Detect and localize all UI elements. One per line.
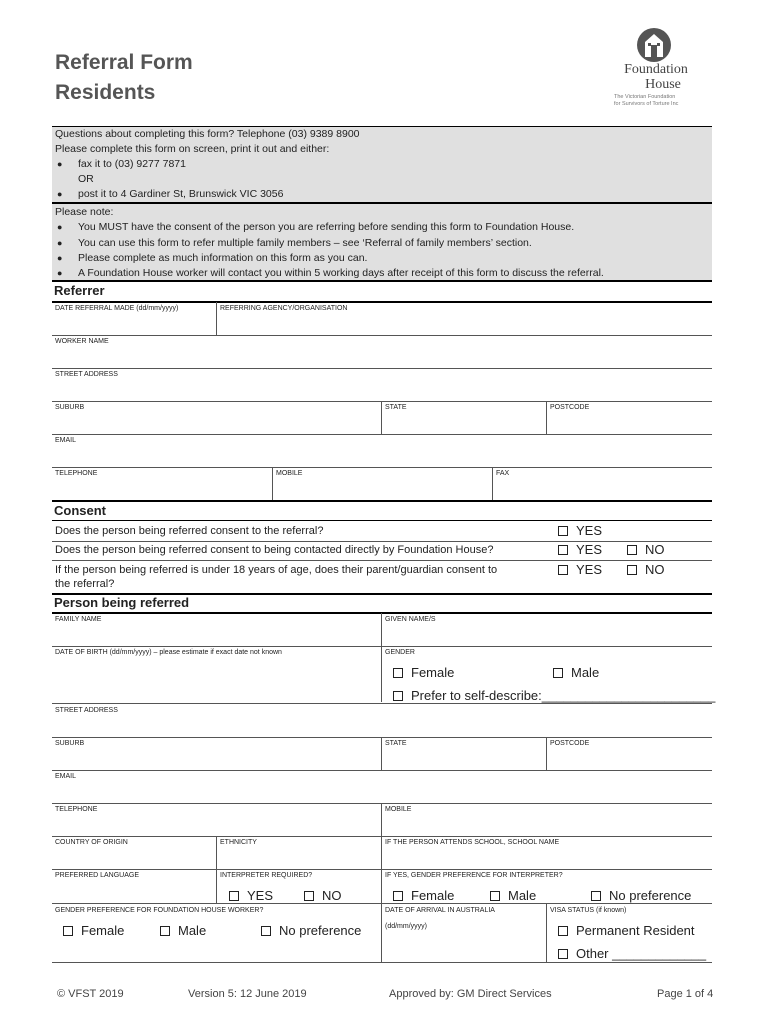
fax-label: FAX <box>496 470 510 477</box>
interpreter-no-option[interactable]: NO <box>304 888 342 904</box>
street-address-field[interactable] <box>55 379 710 399</box>
consent-question-3: If the person being referred is under 18 years of age, does their parent/guardian consent to <box>55 564 498 576</box>
interp-male-option[interactable]: Male <box>490 888 536 904</box>
checkbox-icon <box>229 891 239 901</box>
checkbox-icon <box>304 891 314 901</box>
person-email-label: EMAIL <box>55 773 77 780</box>
mobile-label: MOBILE <box>276 470 303 477</box>
email-field[interactable] <box>55 445 710 465</box>
dob-field[interactable] <box>55 660 377 698</box>
agency-label: REFERRING AGENCY/ORGANISATION <box>220 305 348 312</box>
checkbox-icon <box>490 891 500 901</box>
state-label: STATE <box>385 404 407 411</box>
date-referral-label: DATE REFERRAL MADE (dd/mm/yyyy) <box>55 305 179 312</box>
checkbox-icon <box>160 926 170 936</box>
street-address-label: STREET ADDRESS <box>55 371 118 378</box>
worker-female-option[interactable]: Female <box>63 923 124 939</box>
telephone-field[interactable] <box>55 478 268 498</box>
referrer-heading: Referrer <box>54 283 105 298</box>
visa-permanent-option[interactable]: Permanent Resident <box>558 923 695 939</box>
worker-name-field[interactable] <box>55 346 710 366</box>
bullet-icon: ● <box>57 268 63 278</box>
agency-field[interactable] <box>220 313 710 333</box>
dob-label: DATE OF BIRTH (dd/mm/yyyy) – please estimate if exact date not known <box>55 649 282 656</box>
person-email-field[interactable] <box>55 781 710 801</box>
bullet-icon: ● <box>57 238 63 248</box>
country-field[interactable] <box>55 847 213 867</box>
checkbox-icon <box>627 545 637 555</box>
consent-2-no[interactable]: NO <box>627 542 665 558</box>
person-street-label: STREET ADDRESS <box>55 707 118 714</box>
footer-version: Version 5: 12 June 2019 <box>188 988 307 1000</box>
logo-subtitle: The Victorian Foundation for Survivors of Torture Inc <box>614 94 679 107</box>
checkbox-icon <box>591 891 601 901</box>
person-telephone-field[interactable] <box>55 814 377 834</box>
bullet-icon: ● <box>57 159 63 169</box>
form-subtitle: Residents <box>55 81 156 104</box>
bullet-icon: ● <box>57 189 63 199</box>
person-postcode-field[interactable] <box>550 748 710 768</box>
worker-gender-label: GENDER PREFERENCE FOR FOUNDATION HOUSE WORKER? <box>55 907 264 914</box>
telephone-label: TELEPHONE <box>55 470 98 477</box>
bullet-icon: ● <box>57 253 63 263</box>
family-name-field[interactable] <box>55 624 377 644</box>
consent-question-2: Does the person being referred consent to being contacted directly by Foundation House? <box>55 544 494 556</box>
checkbox-icon <box>553 668 563 678</box>
person-heading: Person being referred <box>54 595 190 610</box>
gender-self-describe-option[interactable]: Prefer to self-describe:________________________ <box>393 688 715 704</box>
person-state-field[interactable] <box>385 748 543 768</box>
language-field[interactable] <box>55 880 213 900</box>
logo-name: Foundation House <box>624 62 688 92</box>
consent-heading: Consent <box>54 503 106 518</box>
consent-1-yes[interactable]: YES <box>558 523 602 539</box>
suburb-field[interactable] <box>55 412 377 432</box>
consent-question-1: Does the person being referred consent to the referral? <box>55 525 324 537</box>
checkbox-icon <box>558 545 568 555</box>
consent-3-no[interactable]: NO <box>627 562 665 578</box>
ethnicity-label: ETHNICITY <box>220 839 257 846</box>
given-name-label: GIVEN NAME/S <box>385 616 436 623</box>
checkbox-icon <box>558 565 568 575</box>
consent-question-3-cont: the referral? <box>55 578 115 590</box>
person-suburb-field[interactable] <box>55 748 377 768</box>
given-name-field[interactable] <box>385 624 710 644</box>
checkbox-icon <box>261 926 271 936</box>
family-name-label: FAMILY NAME <box>55 616 102 623</box>
checkbox-icon <box>558 926 568 936</box>
checkbox-icon <box>627 565 637 575</box>
checkbox-icon <box>393 668 403 678</box>
footer-approved: Approved by: GM Direct Services <box>389 988 552 1000</box>
interp-no-preference-option[interactable]: No preference <box>591 888 691 904</box>
arrival-date-label: DATE OF ARRIVAL IN AUSTRALIA <box>385 907 495 914</box>
bullet-icon: ● <box>57 222 63 232</box>
email-label: EMAIL <box>55 437 77 444</box>
visa-status-label: VISA STATUS (if known) <box>550 907 627 914</box>
footer-page: Page 1 of 4 <box>657 988 714 1000</box>
suburb-label: SUBURB <box>55 404 85 411</box>
person-suburb-label: SUBURB <box>55 740 85 747</box>
checkbox-icon <box>63 926 73 936</box>
worker-no-preference-option[interactable]: No preference <box>261 923 361 939</box>
worker-male-option[interactable]: Male <box>160 923 206 939</box>
checkbox-icon <box>393 891 403 901</box>
arrival-date-field[interactable]: (dd/mm/yyyy) <box>385 923 427 930</box>
interp-female-option[interactable]: Female <box>393 888 454 904</box>
worker-name-label: WORKER NAME <box>55 338 109 345</box>
mobile-field[interactable] <box>276 478 488 498</box>
person-mobile-field[interactable] <box>385 814 710 834</box>
person-state-label: STATE <box>385 740 407 747</box>
interpreter-label: INTERPRETER REQUIRED? <box>220 872 313 879</box>
person-postcode-label: POSTCODE <box>550 740 590 747</box>
consent-2-yes[interactable]: YES <box>558 542 602 558</box>
language-label: PREFERRED LANGUAGE <box>55 872 140 879</box>
postcode-field[interactable] <box>550 412 710 432</box>
gender-male-option[interactable]: Male <box>553 665 599 681</box>
interpreter-yes-option[interactable]: YES <box>229 888 273 904</box>
ethnicity-field[interactable] <box>220 847 378 867</box>
fax-field[interactable] <box>496 478 710 498</box>
country-label: COUNTRY OF ORIGIN <box>55 839 128 846</box>
school-field[interactable] <box>385 847 710 867</box>
gender-female-option[interactable]: Female <box>393 665 454 681</box>
school-label: IF THE PERSON ATTENDS SCHOOL, SCHOOL NAME <box>385 839 560 846</box>
state-field[interactable] <box>385 412 543 432</box>
postcode-label: POSTCODE <box>550 404 590 411</box>
footer-copyright: © VFST 2019 <box>57 988 124 1000</box>
checkbox-icon <box>393 691 403 701</box>
visa-other-option[interactable]: Other _____________ <box>558 946 706 962</box>
interpreter-gender-label: IF YES, GENDER PREFERENCE FOR INTERPRETER? <box>385 872 563 879</box>
person-mobile-label: MOBILE <box>385 806 412 813</box>
date-referral-field[interactable] <box>55 313 213 333</box>
form-title: Referral Form <box>55 51 193 74</box>
person-telephone-label: TELEPHONE <box>55 806 98 813</box>
gender-label: GENDER <box>385 649 415 656</box>
checkbox-icon <box>558 949 568 959</box>
house-icon <box>636 27 672 63</box>
consent-3-yes[interactable]: YES <box>558 562 602 578</box>
checkbox-icon <box>558 526 568 536</box>
person-street-field[interactable] <box>55 715 710 735</box>
instructions-box: Questions about completing this form? Telephone (03) 9389 8900 Please complete this form on screen, print it out and either: ● fax it to (03) 9277 7871 OR ● post it to 4 Gardiner St, Brunswick VIC 3056 Please note: ● You MUST have the consent of the person you are referring before sending this form to Foundation House. ● You can use this form to refer multiple family members – see ‘Referral of family members’ section. ● Please complete as much information on this form as you can. ● A Foundation House worker will contact you within 5 working days after receipt of this form to discuss the referral. <box>52 126 712 281</box>
